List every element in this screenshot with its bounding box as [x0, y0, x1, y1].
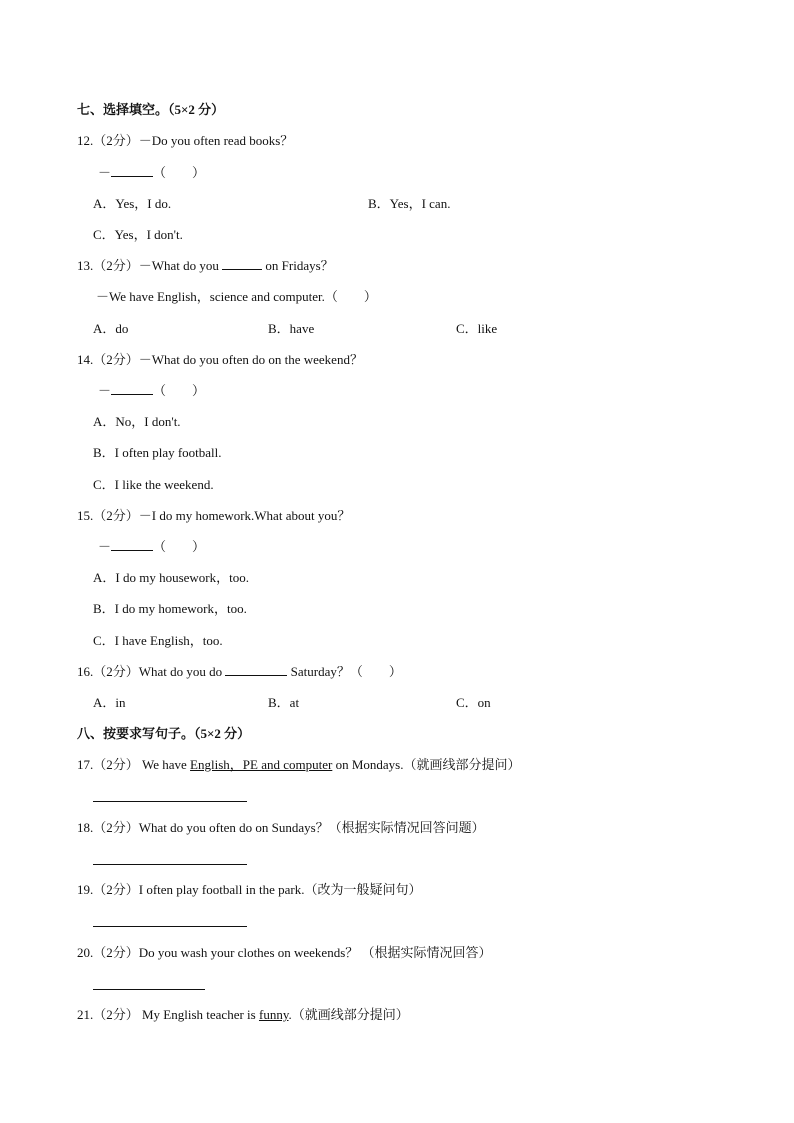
question-12-response [98, 165, 205, 181]
question-17-answer-line[interactable] [93, 801, 247, 802]
answer-parentheses: （ ） [153, 539, 206, 554]
question-12-option-c: C．Yes，I don't. [93, 227, 183, 242]
stem-after-blank: Saturday？（ ） [287, 664, 402, 679]
question-15-option-c: C．I have English，too. [93, 633, 223, 648]
question-15-option-a: A．I do my housework，too. [93, 570, 249, 585]
answer-blank[interactable] [111, 383, 153, 395]
question-15-response [98, 539, 205, 555]
underlined-word: funny [258, 1007, 289, 1022]
stem-after-underline: .（就画线部分提问） [288, 1007, 409, 1022]
section-7-title: 七、选择填空。（5×2 分） [77, 102, 225, 117]
question-13-option-b: B．have [268, 321, 315, 336]
question-18-answer-line[interactable] [93, 864, 247, 865]
stem-after-underline: on Mondays.（就画线部分提问） [332, 757, 521, 772]
stem-before-blank: 16.（2分）What do you do [77, 664, 226, 679]
question-15-stem: 15.（2分）－I do my homework.What about you？ [77, 508, 351, 523]
answer-parentheses: （ ） [153, 165, 206, 180]
answer-blank[interactable] [222, 258, 262, 270]
stem-before-underline: 21.（2分） My English teacher is [77, 1007, 259, 1022]
question-14-option-b: B．I often play football. [93, 445, 222, 460]
stem-before-underline: 17.（2分） We have [77, 757, 191, 772]
question-17-stem [77, 757, 520, 773]
question-20-answer-line[interactable] [93, 989, 205, 990]
response-dash: － [98, 539, 112, 554]
response-dash: － [98, 383, 112, 398]
stem-after-blank: on Fridays？ [262, 258, 334, 273]
question-16-option-a: A．in [93, 695, 126, 710]
response-dash: － [98, 165, 112, 180]
question-15-option-b: B．I do my homework，too. [93, 601, 247, 616]
question-13-option-c: C．like [456, 321, 498, 336]
question-16-option-c: C．on [456, 695, 491, 710]
question-18-stem: 18.（2分）What do you often do on Sundays？（根据实际情况回答问题） [77, 820, 485, 835]
question-12-stem: 12.（2分）－Do you often read books？ [77, 133, 294, 148]
question-16-option-b: B．at [268, 695, 300, 710]
question-16-stem [77, 664, 402, 680]
section-8-title: 八、按要求写句子。（5×2 分） [77, 726, 251, 741]
underlined-phrase: English，PE and computer [190, 757, 333, 772]
question-14-option-a: A．No，I don't. [93, 414, 181, 429]
stem-before-blank: 13.（2分）－What do you [77, 258, 223, 273]
question-14-option-c: C．I like the weekend. [93, 477, 214, 492]
question-12-option-a: A．Yes，I do. [93, 196, 172, 211]
question-21-stem [77, 1007, 409, 1023]
question-12-option-b: B．Yes，I can. [368, 196, 451, 211]
answer-parentheses: （ ） [153, 383, 206, 398]
question-14-response [98, 383, 205, 399]
answer-blank[interactable] [111, 165, 153, 177]
question-20-stem: 20.（2分）Do you wash your clothes on weekends？ （根据实际情况回答） [77, 945, 492, 960]
question-13-option-a: A．do [93, 321, 129, 336]
question-19-answer-line[interactable] [93, 926, 247, 927]
answer-blank[interactable] [111, 539, 153, 551]
answer-blank[interactable] [225, 664, 287, 676]
question-14-stem: 14.（2分）－What do you often do on the weekend？ [77, 352, 363, 367]
question-19-stem: 19.（2分）I often play football in the park.（改为一般疑问句） [77, 882, 422, 897]
question-13-stem [77, 258, 334, 274]
question-13-response: －We have English，science and computer.（ ） [96, 289, 377, 304]
